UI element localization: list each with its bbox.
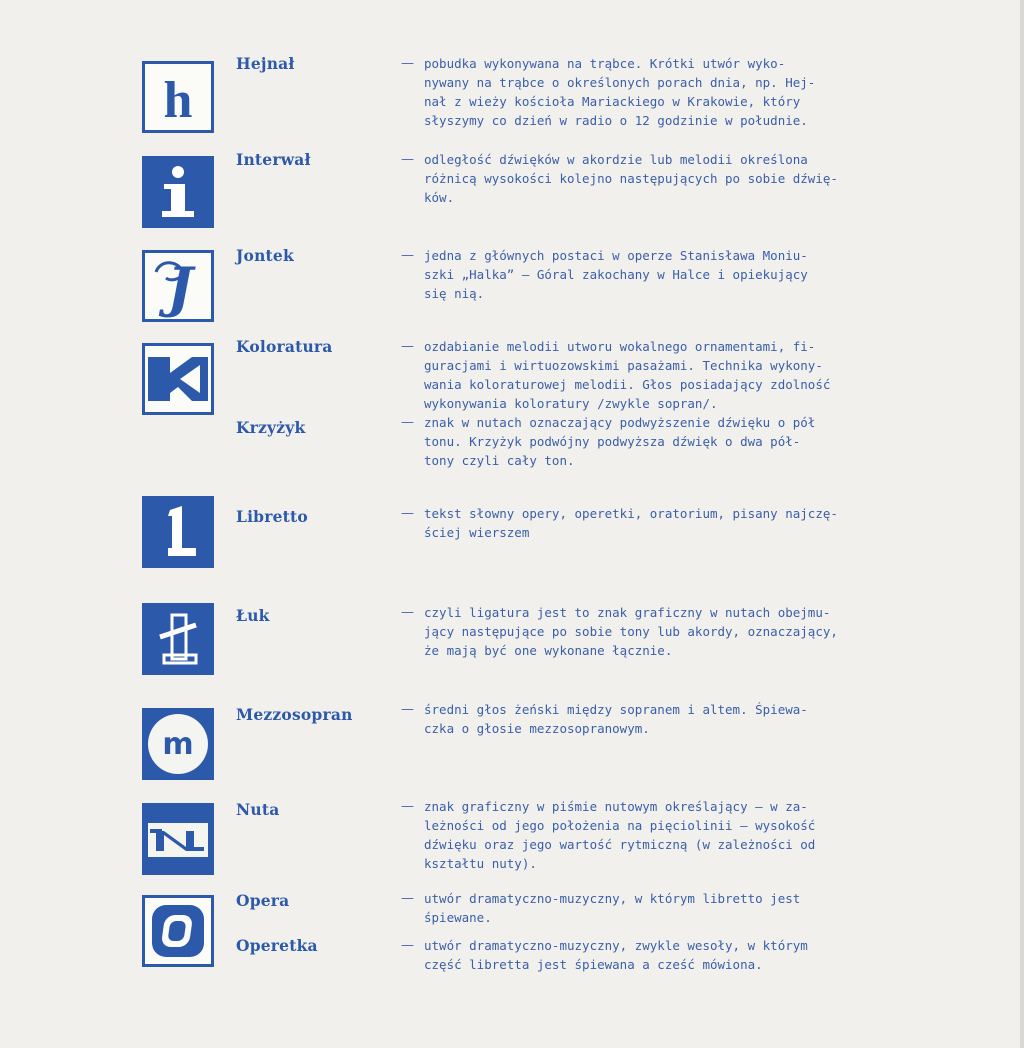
definition-line: dźwięku oraz jego wartość rytmiczną (w zależności od [424,837,816,852]
dash: — [401,506,414,521]
definition-line: śpiewane. [424,910,492,925]
definition-line: utwór dramatyczno-muzyczny, zwykle wesoły, w którym [424,938,808,953]
definition-libretto [424,504,838,542]
definition-line: ściej wierszem [424,525,530,540]
definition-line: część libretta jest śpiewana a cześć mówiona. [424,957,763,972]
definition-line: słyszymy co dzień w radio o 12 godzinie w południe. [424,113,808,128]
dash: — [401,799,414,814]
term-jontek: Jontek [236,246,294,265]
definition-line: znak w nutach oznaczający podwyższenie dźwięku o pół [424,415,816,430]
definition-operetka [424,936,824,974]
definition-line: nywany na trąbce o określonych porach dnia, np. Hej- [424,75,816,90]
definition-line: jący następujące po sobie tony lub akordy, oznaczający, [424,624,838,639]
dash: — [401,339,414,354]
definition-line: czka o głosie mezzosopranowym. [424,721,650,736]
definition-line: tekst słowny opery, operetki, oratorium, pisany najczę- [424,506,838,521]
letter-i-filled-icon [142,156,214,228]
definition-line: szki „Halka” — Góral zakochany w Halce i opiekujący [424,267,808,282]
term-krzyzyk: Krzyżyk [236,418,306,437]
definition-hejnal [424,54,824,130]
dash: — [401,248,414,263]
definition-line: odległość dźwięków w akordzie lub melodii określona [424,152,808,167]
definition-line: kształtu nuty). [424,856,537,871]
letter-n-block-icon [142,803,214,875]
term-nuta: Nuta [236,800,280,819]
dash: — [401,938,414,953]
definition-line: utwór dramatyczno-muzyczny, w którym libretto jest [424,891,801,906]
letter-j-script-icon [142,250,214,322]
definition-koloratura [424,337,831,413]
definition-line: guracjami i wirtuozowskimi pasażami. Technika wykony- [424,358,823,373]
svg-text:J: J [167,255,193,319]
dash: — [401,415,414,430]
letter-h-outlined-icon [142,61,214,133]
letter-l-stroke-icon [142,603,214,675]
dash: — [401,56,414,71]
letter-k-block-icon [142,343,214,415]
term-libretto: Libretto [236,507,308,526]
definition-line: różnicą wysokości kolejno następujących po sobie dźwię- [424,171,838,186]
definition-line: wykonywania koloratury /zwykle sopran/. [424,396,718,411]
dash: — [401,891,414,906]
dash: — [401,152,414,167]
term-mezzosopran: Mezzosopran [236,705,353,724]
definition-line: jedna z głównych postaci w operze Stanisława Moniu- [424,248,808,263]
definition-jontek [424,246,824,303]
definition-line: czyli ligatura jest to znak graficzny w nutach obejmu- [424,605,831,620]
dash: — [401,605,414,620]
letter-m-circle-icon [142,708,214,780]
definition-mezzosopran [424,700,824,738]
term-hejnal: Hejnał [236,54,295,73]
definition-line: się nią. [424,286,485,301]
definition-line: znak graficzny w piśmie nutowym określający — w za- [424,799,808,814]
definition-line: średni głos żeński między sopranem i altem. Śpiewa- [424,702,808,717]
term-opera: Opera [236,891,290,910]
definition-line: nał z wieży kościoła Mariackiego w Krakowie, który [424,94,801,109]
dash: — [401,702,414,717]
definition-line: pobudka wykonywana na trąbce. Krótki utwór wyko- [424,56,786,71]
definition-line: ozdabianie melodii utworu wokalnego ornamentami, fi- [424,339,816,354]
definition-krzyzyk [424,413,824,470]
letter-l-filled-icon [142,496,214,568]
definition-luk [424,603,838,660]
definition-line: że mają być one wykonane łącznie. [424,643,673,658]
definition-line: tonu. Krzyżyk podwójny podwyższa dźwięk o dwa pół- [424,434,801,449]
definition-nuta [424,797,824,873]
term-koloratura: Koloratura [236,337,333,356]
svg-text:m: m [162,727,194,762]
definition-opera [424,889,824,927]
svg-text:h: h [163,72,193,129]
term-operetka: Operetka [236,936,318,955]
definition-line: wania koloraturowej melodii. Głos posiadający zdolność [424,377,831,392]
term-luk: Łuk [236,606,270,625]
definition-interwal [424,150,838,207]
term-interwal: Interwał [236,150,311,169]
letter-o-outlined-icon [142,895,214,967]
definition-line: tony czyli cały ton. [424,453,575,468]
definition-line: leżności od jego położenia na pięciolinii — wysokość [424,818,816,833]
definition-line: ków. [424,190,455,205]
